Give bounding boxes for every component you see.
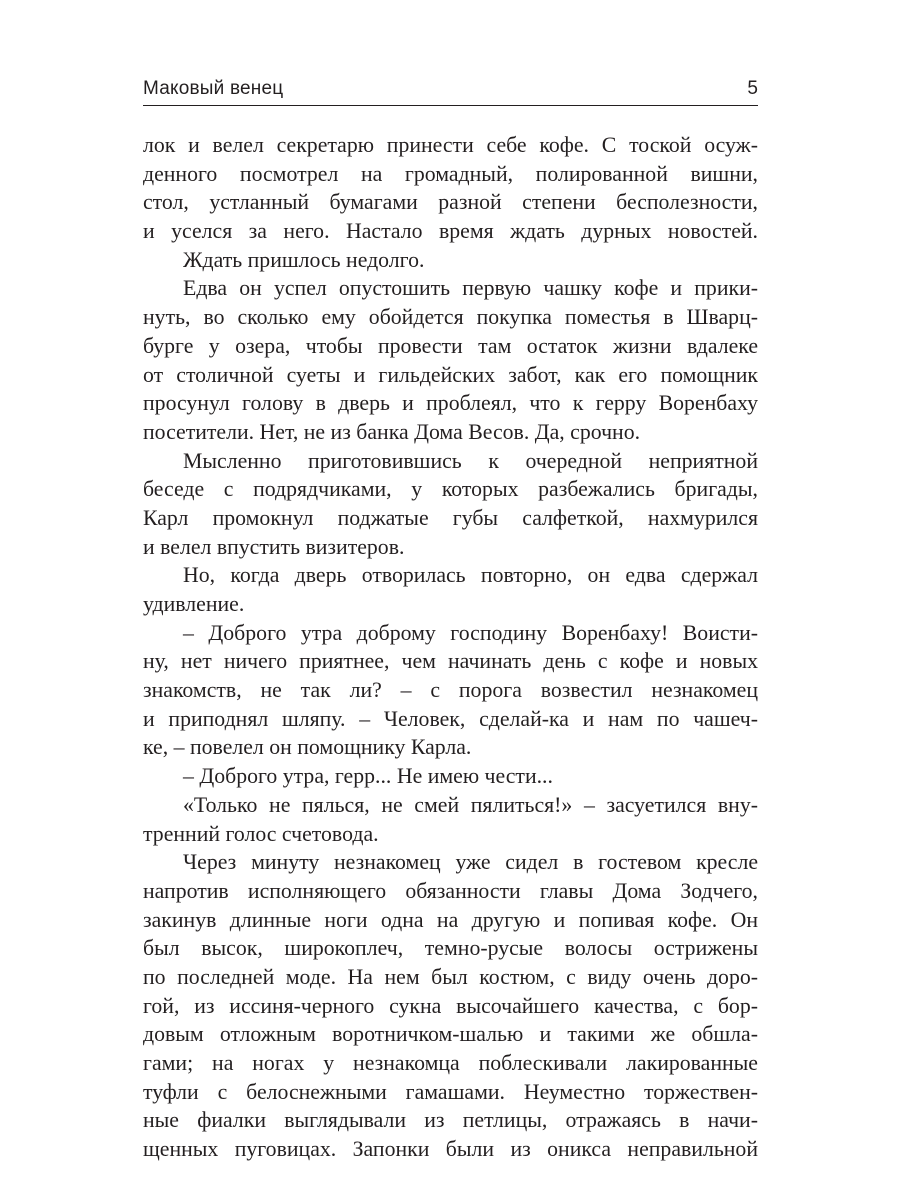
text-line: стол, устланный бумагами разной степени бесполезности, (143, 190, 758, 215)
text-line: и приподнял шляпу. – Человек, сделай-ка и нам по чашеч- (143, 706, 758, 731)
text-line: ке, – повелел он помощнику Карла. (143, 735, 472, 760)
text-line: Едва он успел опустошить первую чашку кофе и прики- (183, 276, 758, 301)
text-line: ну, нет ничего приятнее, чем начинать день с кофе и новых (143, 649, 758, 674)
text-line: тренний голос счетовода. (143, 821, 379, 846)
text-line: и велел впустить визитеров. (143, 534, 405, 559)
text-line: напротив исполняющего обязанности главы Дома Зодчего, (143, 878, 758, 903)
text-line: «Только не пялься, не смей пялиться!» – засуетился вну- (183, 792, 758, 817)
text-line: денного посмотрел на громадный, полированной вишни, (143, 161, 758, 186)
text-line: от столичной суеты и гильдейских забот, как его помощник (143, 362, 758, 387)
text-line: гой, из иссиня-черного сукна высочайшего качества, с бор- (143, 993, 758, 1018)
text-line: посетители. Нет, не из банка Дома Весов. Да, срочно. (143, 419, 641, 444)
text-line: беседе с подрядчиками, у которых разбежались бригады, (143, 477, 758, 502)
text-line: знакомств, не так ли? – с порога возвестил незнакомец (143, 678, 758, 703)
text-line: и уселся за него. Настало время ждать дурных новостей. (143, 219, 758, 244)
text-line: бурге у озера, чтобы провести там остаток жизни вдалеке (143, 333, 758, 358)
text-line: – Доброго утра доброму господину Воренбаху! Воисти- (183, 620, 758, 645)
text-line: удивление. (143, 592, 245, 616)
header-rule (143, 105, 758, 106)
text-line: щенных пуговицах. Запонки были из оникса неправильной (143, 1137, 758, 1162)
text-line: нуть, во сколько ему обойдется покупка поместья в Шварц- (143, 305, 758, 330)
text-line: Но, когда дверь отворилась повторно, он едва сдержал (183, 563, 758, 588)
body-text (143, 131, 758, 1164)
text-line: гами; на ногах у незнакомца поблескивали лакированные (143, 1051, 758, 1075)
text-line: Через минуту незнакомец уже сидел в гостевом кресле (183, 850, 758, 875)
text-line: ные фиалки выглядывали из петлицы, отражаясь в начи- (143, 1108, 758, 1133)
text-line: закинув длинные ноги одна на другую и попивая кофе. Он (143, 907, 758, 932)
text-line: просунул голову в дверь и проблеял, что к герру Воренбаху (143, 391, 758, 416)
running-head (143, 74, 758, 104)
page-number: 5 (747, 78, 758, 99)
text-line: Карл промокнул поджатые губы салфеткой, нахмурился (143, 505, 758, 530)
text-line: Мысленно приготовившись к очередной неприятной (183, 448, 758, 473)
text-line: был высок, широкоплеч, темно-русые волосы острижены (143, 936, 758, 961)
text-line: по последней моде. На нем был костюм, с виду очень доро- (143, 964, 758, 989)
text-line: довым отложным воротничком-шалью и такими же обшла- (143, 1022, 758, 1047)
running-title: Маковый венец (143, 78, 284, 99)
text-line: – Доброго утра, герр... Не имею чести... (183, 764, 553, 789)
text-line: лок и велел секретарю принести себе кофе. С тоской осуж- (143, 133, 758, 157)
text-line: Ждать пришлось недолго. (183, 247, 425, 272)
text-line: туфли с белоснежными гамашами. Неуместно торжествен- (143, 1079, 758, 1104)
